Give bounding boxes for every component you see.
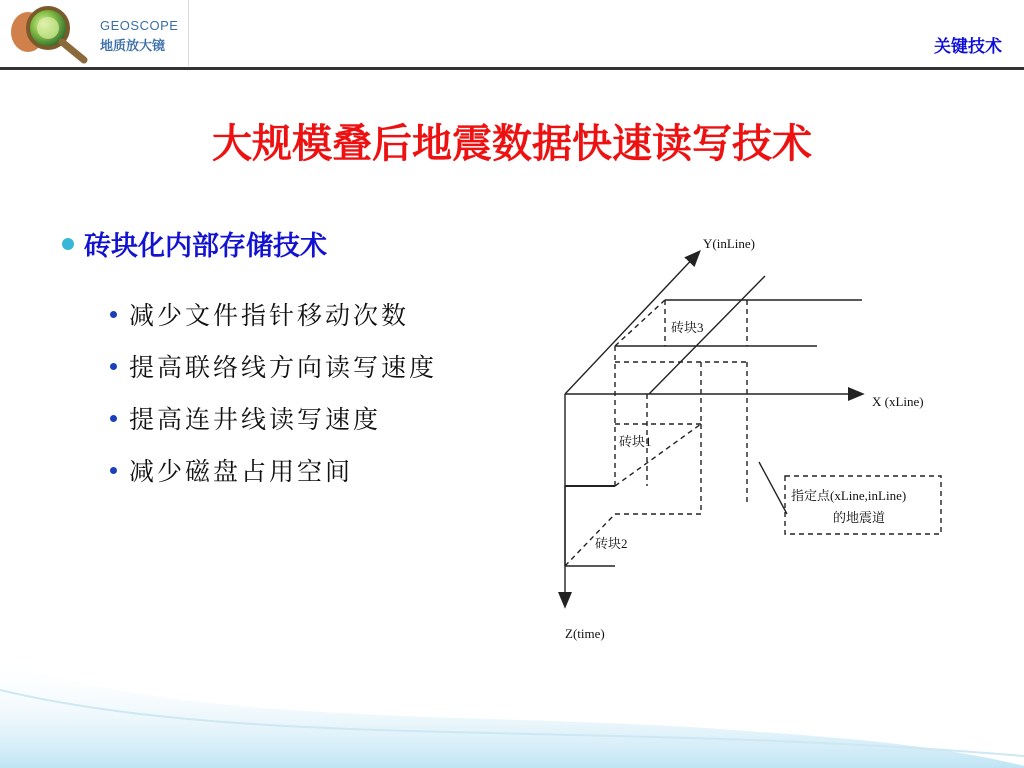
callout-text-2: 的地震道 — [833, 510, 886, 525]
sub-bullet-text: 提高联络线方向读写速度 — [129, 353, 438, 382]
main-bullet-text: 砖块化内部存储技术 — [84, 231, 327, 262]
footer-wave — [0, 640, 1024, 768]
bullet-dot-icon — [110, 467, 117, 474]
bullet-dot-icon — [62, 238, 74, 250]
list-item — [110, 340, 437, 392]
sub-bullet-text: 减少文件指针移动次数 — [129, 301, 410, 330]
magnifier-globe-icon — [6, 2, 90, 64]
logo — [0, 0, 189, 66]
logo-text-en: GEOSCOPE — [100, 18, 179, 33]
list-item — [110, 444, 437, 496]
sub-bullet-text: 减少磁盘占用空间 — [129, 457, 354, 486]
section-label: 关键技术 — [934, 37, 1002, 57]
sub-bullet-text: 提高连井线读写速度 — [129, 405, 382, 434]
sub-bullet-list — [110, 288, 437, 496]
bullet-dot-icon — [110, 363, 117, 370]
x-axis-label: X (xLine) — [872, 394, 924, 409]
list-item — [110, 392, 437, 444]
z-axis-label: Z(time) — [565, 626, 605, 641]
header-divider — [0, 67, 1024, 70]
brick2-label: 砖块2 — [595, 536, 628, 551]
list-item — [110, 288, 437, 340]
bullet-dot-icon — [110, 415, 117, 422]
y-axis-label: Y(inLine) — [703, 236, 755, 251]
brick1-label: 砖块1 — [619, 434, 652, 449]
brick3-label: 砖块3 — [671, 320, 704, 335]
logo-text-cn: 地质放大镜 — [100, 39, 166, 54]
main-bullet — [62, 224, 327, 263]
slide-header — [0, 0, 1024, 68]
brick-storage-diagram — [487, 214, 990, 650]
callout-text-1: 指定点(xLine,inLine) — [791, 488, 907, 503]
bullet-dot-icon — [110, 311, 117, 318]
diagram-svg — [487, 214, 990, 650]
slide-title: 大规模叠后地震数据快速读写技术 — [212, 121, 812, 167]
